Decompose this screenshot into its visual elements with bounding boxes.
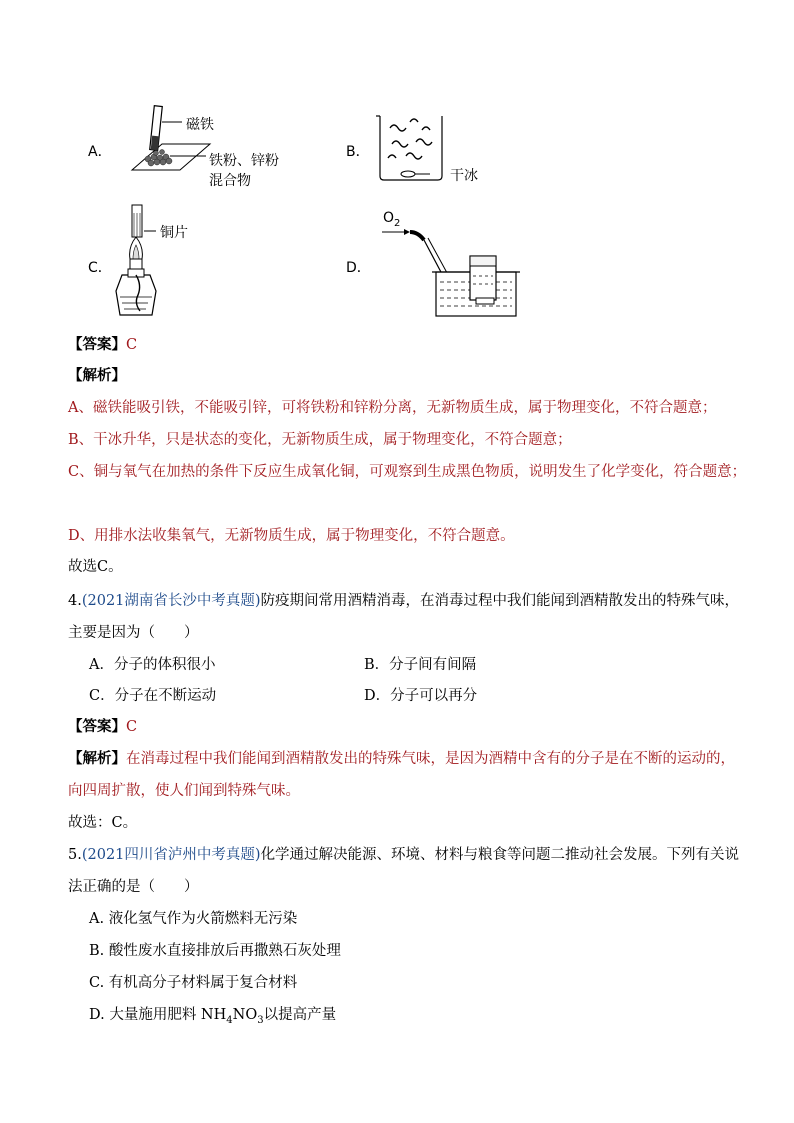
q3-analysis-line-a: A、磁铁能吸引铁，不能吸引锌，可将铁粉和锌粉分离，无新物质生成，属于物理变化，不符合题意； xyxy=(68,400,717,416)
q4-option-d: D．分子可以再分 xyxy=(364,688,478,704)
q3-analysis-line-b: B、干冰升华，只是状态的变化，无新物质生成，属于物理变化，不符合题意； xyxy=(68,432,572,448)
q4-analysis-line1: 【解析】在消毒过程中我们能闻到酒精散发出的特殊气味，是因为酒精中含有的分子是在不断的运动的， xyxy=(68,751,735,767)
figure-d-label-o2: $O_2$ xyxy=(383,210,401,229)
figure-c-letter: C． xyxy=(88,260,112,276)
q5-option-b: B. 酸性废水直接排放后再撒熟石灰处理 xyxy=(89,943,341,959)
q3-analysis-line-c: C、铜与氧气在加热的条件下反应生成氧化铜，可观察到生成黑色物质，说明发生了化学变化，符合题意； xyxy=(68,464,747,480)
q4-stem-line2: 主要是因为（ ） xyxy=(68,625,199,641)
q5-option-a: A. 液化氢气作为火箭燃料无污染 xyxy=(89,911,298,927)
figure-c-label-copper: 铜片 xyxy=(160,225,188,241)
figure-a-label-magnet: 磁铁 xyxy=(186,117,214,133)
q4-conclusion: 故选：C。 xyxy=(68,815,138,831)
q5-option-d: D. 大量施用肥料 $NH_4NO_3$以提高产量 xyxy=(89,1007,337,1026)
q4-option-b: B．分子间有间隔 xyxy=(364,657,477,673)
figure-b-label-dry-ice: 干冰 xyxy=(450,168,478,184)
q4-stem-line1: 4.(2021湖南省长沙中考真题)防疫期间常用酒精消毒，在消毒过程中我们能闻到酒精散发出的特殊气味， xyxy=(68,593,740,609)
figure-b-letter: B． xyxy=(346,144,370,160)
q4-option-a: A．分子的体积很小 xyxy=(89,657,216,673)
q4-option-c: C．分子在不断运动 xyxy=(89,688,217,704)
figure-a-label-powder: 铁粉、锌粉 xyxy=(209,153,279,169)
q5-stem-line1: 5.(2021四川省泸州中考真题)化学通过解决能源、环境、材料与粮食等问题二推动社会发展。下列有关说 xyxy=(68,847,740,863)
figure-a-label-mixture: 混合物 xyxy=(209,173,251,189)
q3-conclusion: 故选C。 xyxy=(68,559,123,575)
figure-d-letter: D． xyxy=(346,260,371,276)
q5-stem-line2: 法正确的是（ ） xyxy=(68,879,199,895)
figure-a-letter: A． xyxy=(88,144,112,160)
q4-analysis-line2: 向四周扩散，使人们闻到特殊气味。 xyxy=(68,783,300,799)
q3-analysis-label: 【解析】 xyxy=(68,368,126,384)
q3-answer: 【答案】C xyxy=(68,337,138,353)
figure-d-water-collection-diagram xyxy=(380,222,530,322)
q3-analysis-line-d: D、用排水法收集氧气，无新物质生成，属于物理变化，不符合题意。 xyxy=(68,528,515,544)
q4-answer: 【答案】C xyxy=(68,719,138,735)
q5-option-c: C. 有机高分子材料属于复合材料 xyxy=(89,975,298,991)
